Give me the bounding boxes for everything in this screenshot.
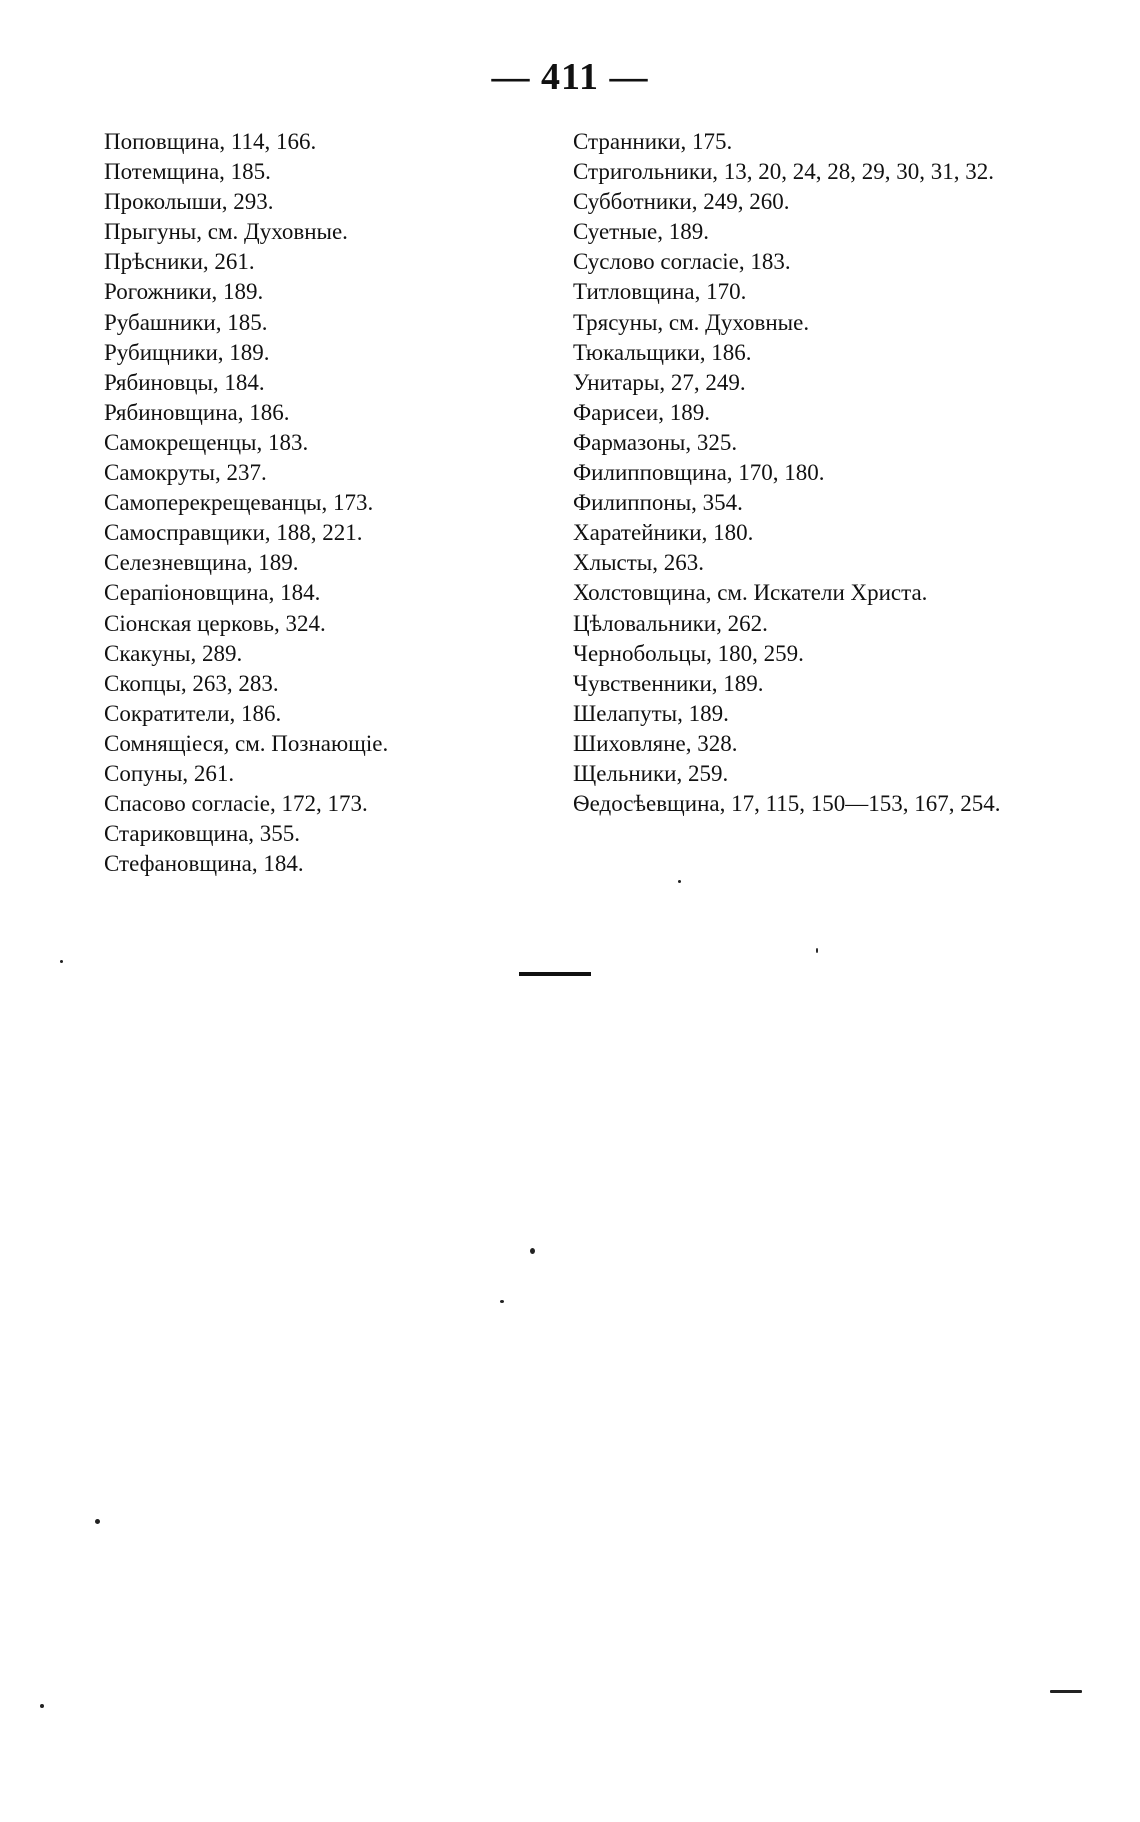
index-entry: Сопуны, 261. <box>104 760 235 786</box>
scan-speck <box>530 1248 535 1254</box>
scan-speck <box>40 1704 44 1708</box>
index-entry: Странники, 175. <box>573 129 733 154</box>
index-entry: Спасово согласіе, 172, 173. <box>104 791 368 817</box>
index-entry: Рубашники, 185. <box>104 309 268 335</box>
index-entry: Сократители, 186. <box>104 700 282 726</box>
index-entry: Холстовщина, см. Искатели Христа. <box>573 580 928 606</box>
index-entry: Фармазоны, 325. <box>573 429 738 455</box>
index-entry: Титловщина, 170. <box>573 279 747 305</box>
section-divider <box>519 972 591 976</box>
scan-speck <box>60 960 63 963</box>
index-entry: Рогожники, 189. <box>104 279 264 305</box>
index-entry: Цѣловальники, 262. <box>573 610 768 636</box>
scan-speck <box>95 1519 100 1524</box>
scan-speck <box>1050 1690 1082 1693</box>
index-entry: Селезневщина, 189. <box>104 550 299 576</box>
index-entry: Самоперекрещеванцы, 173. <box>104 490 374 516</box>
scan-speck <box>678 880 681 883</box>
index-entry: Прѣсники, 261. <box>104 249 255 275</box>
index-entry: Чернобольцы, 180, 259. <box>573 640 804 666</box>
index-entry: Филипповщина, 170, 180. <box>573 460 825 486</box>
scan-speck <box>816 948 818 953</box>
page-number: — 411 — <box>491 56 649 98</box>
index-entry: Харатейники, 180. <box>573 520 754 546</box>
index-entry: Скопцы, 263, 283. <box>104 670 279 696</box>
index-entry: Рубищники, 189. <box>104 339 270 365</box>
index-entry: Самосправщики, 188, 221. <box>104 520 363 546</box>
index-entry: Тюкальщики, 186. <box>573 339 752 365</box>
index-entry: Рябиновцы, 184. <box>104 369 265 395</box>
index-entry: Сіонская церковь, 324. <box>104 610 326 636</box>
index-entry: Самокруты, 237. <box>104 460 267 486</box>
index-entry: Скакуны, 289. <box>104 640 243 666</box>
index-entry: Чувственники, 189. <box>573 670 764 696</box>
index-entry: Шиховляне, 328. <box>573 730 738 756</box>
index-entry: Ѳедосѣевщина, 17, 115, 150—153, 167, 254. <box>573 791 1001 817</box>
scan-speck <box>500 1300 504 1303</box>
index-entry: Потемщина, 185. <box>104 159 271 185</box>
index-entry: Фарисеи, 189. <box>573 399 710 425</box>
index-entry: Филиппоны, 354. <box>573 490 743 516</box>
index-entry: Щельники, 259. <box>573 760 729 786</box>
index-entry: Субботники, 249, 260. <box>573 189 790 215</box>
index-entry: Стригольники, 13, 20, 24, 28, 29, 30, 31, 32. <box>573 159 995 185</box>
index-entry: Стефановщина, 184. <box>104 851 304 877</box>
index-entry: Прыгуны, см. Духовные. <box>104 219 348 245</box>
index-entry: Серапіоновщина, 184. <box>104 580 321 606</box>
index-entry: Самокрещенцы, 183. <box>104 429 309 455</box>
index-column-right <box>573 127 1033 819</box>
index-entry: Хлысты, 263. <box>573 550 705 576</box>
index-entry: Проколыши, 293. <box>104 189 274 215</box>
index-entry: Шелапуты, 189. <box>573 700 729 726</box>
index-entry: Стариковщина, 355. <box>104 821 301 847</box>
index-entry: Сомнящіеся, см. Познающіе. <box>104 730 389 756</box>
index-entry: Суслово согласіе, 183. <box>573 249 791 275</box>
index-entry: Трясуны, см. Духовные. <box>573 309 810 335</box>
index-column-left <box>104 127 574 879</box>
index-entry: Унитары, 27, 249. <box>573 369 746 395</box>
index-entry: Рябиновщина, 186. <box>104 399 290 425</box>
index-entry: Суетные, 189. <box>573 219 709 245</box>
index-entry: Поповщина, 114, 166. <box>104 129 317 154</box>
